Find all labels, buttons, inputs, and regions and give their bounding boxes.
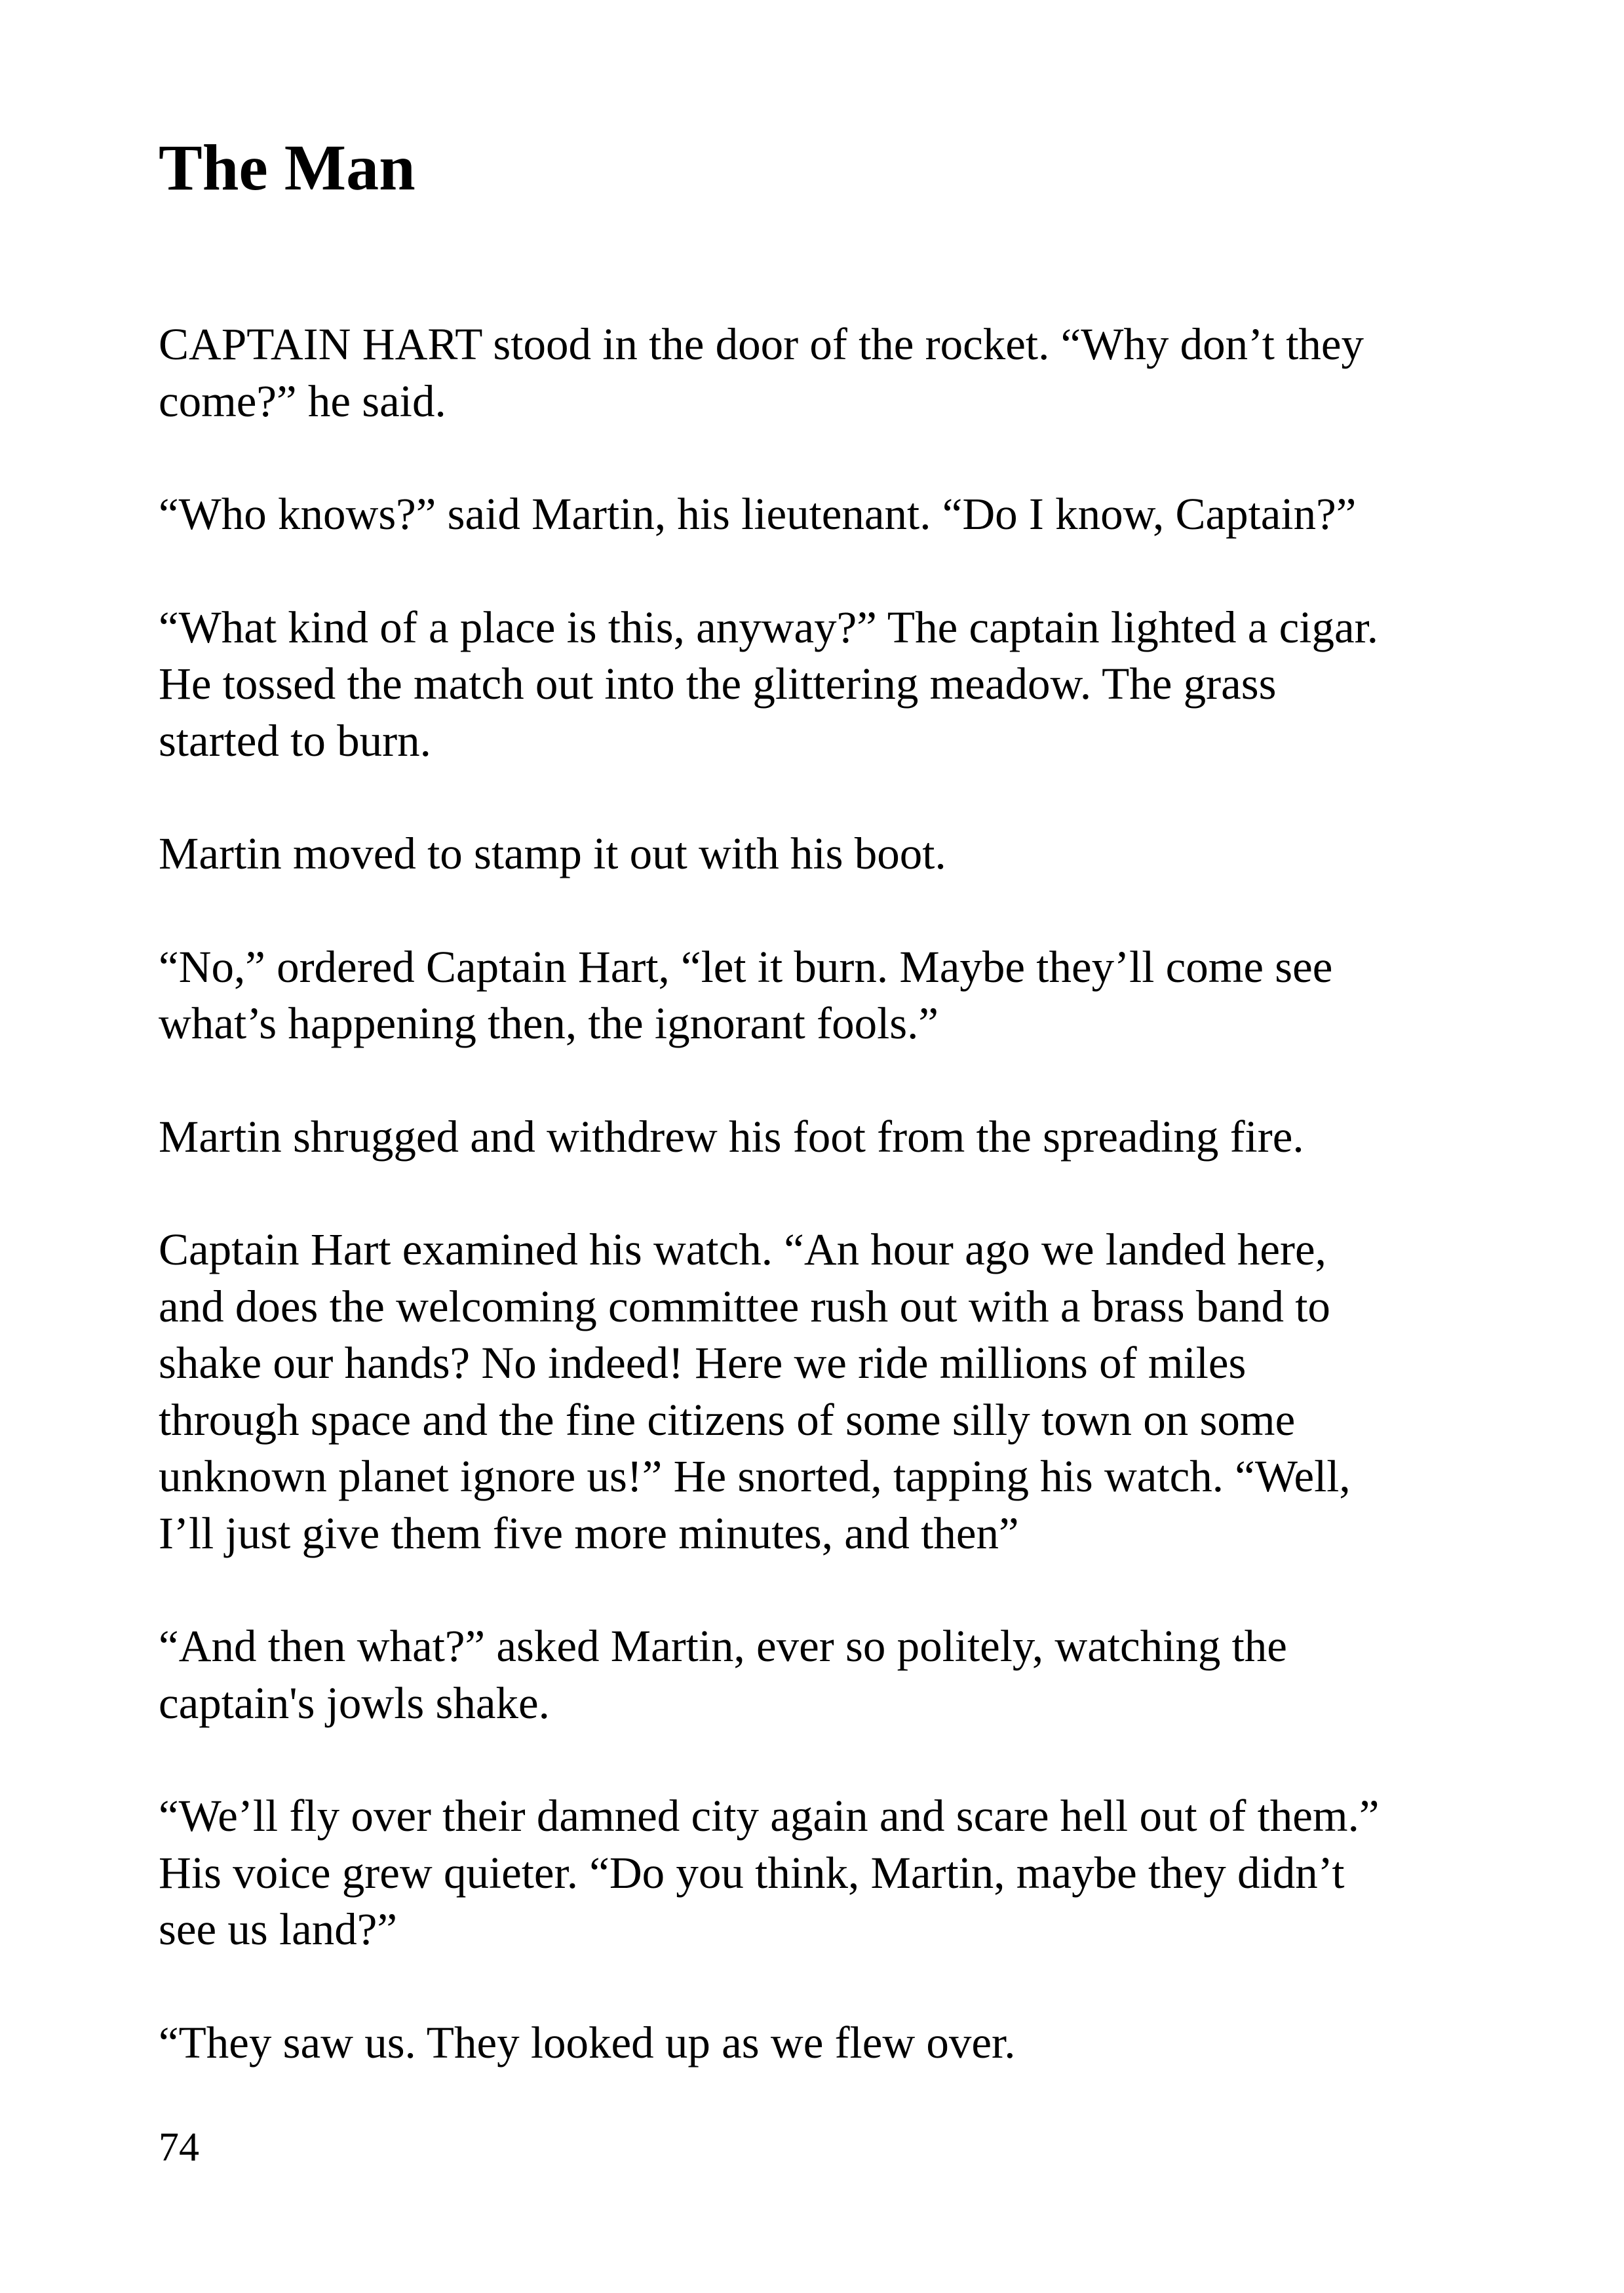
text-line: “No,” ordered Captain Hart, “let it burn. Maybe they’ll come see <box>159 941 1333 992</box>
text-line: “What kind of a place is this, anyway?” The captain lighted a cigar. <box>159 602 1379 652</box>
text-line: CAPTAIN HART stood in the door of the rocket. “Why don’t they <box>159 319 1364 369</box>
page-number: 74 <box>159 2125 199 2170</box>
text-line: Martin shrugged and withdrew his foot from the spreading fire. <box>159 1111 1304 1162</box>
text-line: His voice grew quieter. “Do you think, Martin, maybe they didn’t <box>159 1847 1345 1898</box>
text-line: “We’ll fly over their damned city again and scare hell out of them.” <box>159 1791 1380 1841</box>
text-line: shake our hands? No indeed! Here we ride millions of miles <box>159 1338 1247 1388</box>
paragraph-3 <box>159 599 1528 770</box>
text-line: and does the welcoming committee rush out with a brass band to <box>159 1281 1330 1331</box>
text-line: Martin moved to stamp it out with his boot. <box>159 829 946 878</box>
paragraph-2 <box>159 486 1528 543</box>
text-line: unknown planet ignore us!” He snorted, tapping his watch. “Well, <box>159 1451 1351 1501</box>
text-line: I’ll just give them five more minutes, and then” <box>159 1508 1019 1558</box>
text-line: see us land?” <box>159 1904 398 1954</box>
paragraph-10 <box>159 2014 1528 2071</box>
text-line: Captain Hart examined his watch. “An hour ago we landed here, <box>159 1225 1326 1274</box>
paragraph-5 <box>159 939 1528 1052</box>
paragraph-9 <box>159 1788 1528 1958</box>
text-line: captain's jowls shake. <box>159 1677 550 1728</box>
text-line: He tossed the match out into the glittering meadow. The grass <box>159 659 1277 709</box>
paragraph-1 <box>159 316 1528 429</box>
text-line: through space and the fine citizens of some silly town on some <box>159 1394 1296 1445</box>
paragraph-7 <box>159 1221 1528 1561</box>
paragraph-8 <box>159 1618 1528 1731</box>
text-line: “They saw us. They looked up as we flew over. <box>159 2017 1016 2068</box>
text-line: “Who knows?” said Martin, his lieutenant. “Do I know, Captain?” <box>159 489 1357 539</box>
paragraph-6 <box>159 1108 1528 1166</box>
text-line: what’s happening then, the ignorant fools.” <box>159 998 938 1048</box>
chapter-title: The Man <box>159 131 416 204</box>
text-line: started to burn. <box>159 715 431 766</box>
body-text <box>159 316 1528 2127</box>
paragraph-4 <box>159 825 1528 882</box>
text-line: “And then what?” asked Martin, ever so politely, watching the <box>159 1621 1287 1671</box>
text-line: come?” he said. <box>159 376 446 426</box>
